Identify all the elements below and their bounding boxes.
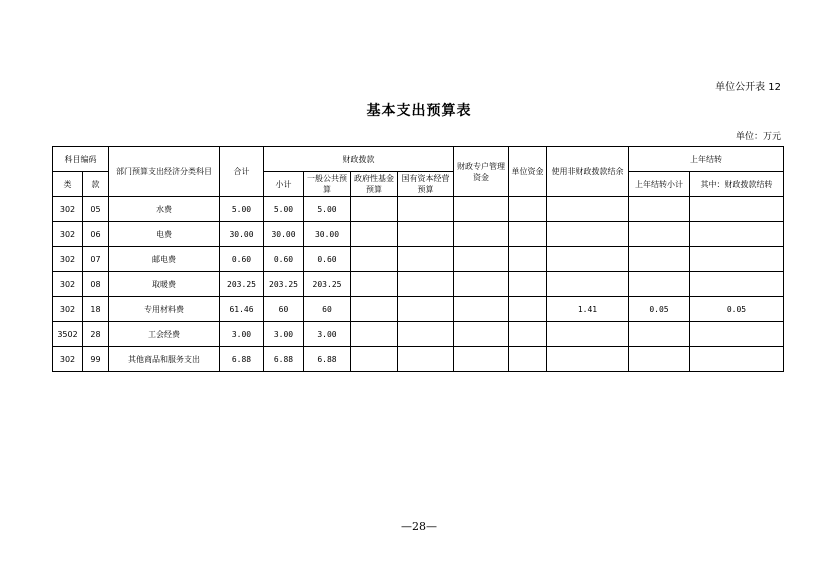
cell-carry-fiscal [690, 247, 784, 272]
header-total: 合计 [220, 147, 264, 197]
cell-non-fiscal [547, 222, 629, 247]
cell-carry-fiscal [690, 322, 784, 347]
cell-total: 30.00 [220, 222, 264, 247]
cell-non-fiscal [547, 322, 629, 347]
cell-state-capital [398, 322, 454, 347]
cell-lei: 302 [53, 197, 83, 222]
cell-general: 3.00 [304, 322, 351, 347]
cell-general: 60 [304, 297, 351, 322]
cell-state-capital [398, 297, 454, 322]
cell-carry-fiscal [690, 347, 784, 372]
table-row [53, 197, 784, 222]
cell-gov-fund [351, 347, 398, 372]
cell-fiscal-special [454, 272, 509, 297]
cell-lei: 302 [53, 272, 83, 297]
header-unit-funds: 单位资金 [509, 147, 547, 197]
cell-state-capital [398, 272, 454, 297]
page-number: —28— [401, 520, 437, 533]
cell-fiscal-special [454, 322, 509, 347]
cell-state-capital [398, 197, 454, 222]
cell-gov-fund [351, 222, 398, 247]
cell-carry-fiscal: 0.05 [690, 297, 784, 322]
table-number: 单位公开表 12 [715, 82, 781, 93]
cell-total: 61.46 [220, 297, 264, 322]
cell-name: 专用材料费 [109, 297, 220, 322]
cell-fiscal-special [454, 222, 509, 247]
cell-lei: 302 [53, 222, 83, 247]
cell-fiscal-special [454, 197, 509, 222]
cell-lei: 302 [53, 297, 83, 322]
cell-name: 电费 [109, 222, 220, 247]
cell-carry-subtotal [629, 322, 690, 347]
cell-subtotal: 5.00 [264, 197, 304, 222]
cell-carry-subtotal [629, 247, 690, 272]
cell-subtotal: 60 [264, 297, 304, 322]
cell-carry-subtotal [629, 272, 690, 297]
header-subtotal: 小计 [264, 172, 304, 197]
cell-non-fiscal [547, 347, 629, 372]
cell-name: 其他商品和服务支出 [109, 347, 220, 372]
header-fiscal: 财政拨款 [264, 147, 454, 172]
cell-subtotal: 30.00 [264, 222, 304, 247]
cell-kuan: 28 [83, 322, 109, 347]
cell-kuan: 08 [83, 272, 109, 297]
cell-gov-fund [351, 272, 398, 297]
cell-fiscal-special [454, 347, 509, 372]
cell-total: 3.00 [220, 322, 264, 347]
cell-unit-funds [509, 322, 547, 347]
cell-state-capital [398, 247, 454, 272]
cell-general: 203.25 [304, 272, 351, 297]
cell-carry-subtotal [629, 222, 690, 247]
cell-lei: 302 [53, 347, 83, 372]
budget-table [52, 146, 784, 372]
cell-kuan: 18 [83, 297, 109, 322]
cell-name: 工会经费 [109, 322, 220, 347]
cell-kuan: 99 [83, 347, 109, 372]
cell-unit-funds [509, 272, 547, 297]
cell-total: 0.60 [220, 247, 264, 272]
cell-carry-subtotal [629, 347, 690, 372]
cell-fiscal-special [454, 247, 509, 272]
cell-kuan: 06 [83, 222, 109, 247]
header-gov-fund: 政府性基金预算 [351, 172, 398, 197]
cell-name: 取暖费 [109, 272, 220, 297]
unit-label: 单位：万元 [735, 132, 781, 142]
cell-state-capital [398, 347, 454, 372]
cell-name: 水费 [109, 197, 220, 222]
cell-general: 6.88 [304, 347, 351, 372]
cell-carry-subtotal: 0.05 [629, 297, 690, 322]
table-row [53, 297, 784, 322]
cell-total: 6.88 [220, 347, 264, 372]
cell-carry-fiscal [690, 197, 784, 222]
cell-lei: 302 [53, 247, 83, 272]
cell-non-fiscal [547, 247, 629, 272]
cell-total: 203.25 [220, 272, 264, 297]
cell-non-fiscal [547, 197, 629, 222]
cell-gov-fund [351, 297, 398, 322]
cell-kuan: 05 [83, 197, 109, 222]
cell-general: 30.00 [304, 222, 351, 247]
header-of-which-fiscal: 其中：财政拨款结转 [690, 172, 784, 197]
table-row [53, 272, 784, 297]
header-lei: 类 [53, 172, 83, 197]
cell-unit-funds [509, 247, 547, 272]
cell-subtotal: 3.00 [264, 322, 304, 347]
cell-carry-fiscal [690, 272, 784, 297]
cell-unit-funds [509, 197, 547, 222]
header-fiscal-special: 财政专户管理资金 [454, 147, 509, 197]
header-general-budget: 一般公共预算 [304, 172, 351, 197]
cell-gov-fund [351, 247, 398, 272]
cell-kuan: 07 [83, 247, 109, 272]
page-title: 基本支出预算表 [366, 103, 472, 119]
header-kuan: 款 [83, 172, 109, 197]
cell-subtotal: 203.25 [264, 272, 304, 297]
header-econ-class: 部门预算支出经济分类科目 [109, 147, 220, 197]
cell-name: 邮电费 [109, 247, 220, 272]
cell-gov-fund [351, 197, 398, 222]
cell-carry-fiscal [690, 222, 784, 247]
table-row [53, 322, 784, 347]
cell-general: 5.00 [304, 197, 351, 222]
header-row-1 [53, 147, 784, 172]
cell-non-fiscal [547, 272, 629, 297]
cell-total: 5.00 [220, 197, 264, 222]
cell-non-fiscal: 1.41 [547, 297, 629, 322]
cell-general: 0.60 [304, 247, 351, 272]
cell-fiscal-special [454, 297, 509, 322]
cell-unit-funds [509, 222, 547, 247]
cell-subtotal: 0.60 [264, 247, 304, 272]
header-prev-year-carry: 上年结转 [629, 147, 784, 172]
header-subject-code: 科目编码 [53, 147, 109, 172]
header-non-fiscal-balance: 使用非财政拨款结余 [547, 147, 629, 197]
table-row [53, 247, 784, 272]
cell-gov-fund [351, 322, 398, 347]
cell-unit-funds [509, 347, 547, 372]
table-row [53, 347, 784, 372]
cell-lei: 3502 [53, 322, 83, 347]
header-state-capital: 国有资本经营预算 [398, 172, 454, 197]
table-row [53, 222, 784, 247]
header-prev-year-subtotal: 上年结转小计 [629, 172, 690, 197]
cell-state-capital [398, 222, 454, 247]
cell-subtotal: 6.88 [264, 347, 304, 372]
cell-unit-funds [509, 297, 547, 322]
cell-carry-subtotal [629, 197, 690, 222]
